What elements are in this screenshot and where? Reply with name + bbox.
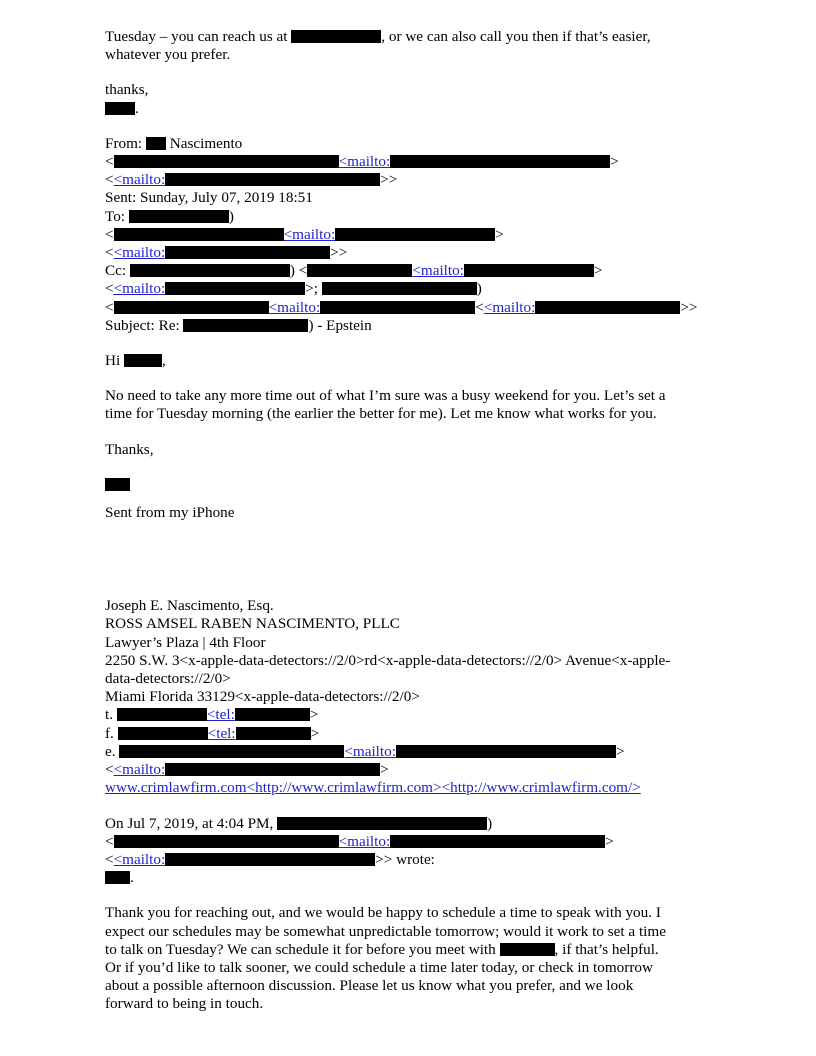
redaction-bar — [390, 155, 610, 168]
gt-symbol: > — [615, 742, 625, 760]
redaction-bar — [390, 835, 605, 848]
email-label: e. — [105, 742, 116, 760]
redaction-bar — [130, 264, 290, 277]
redaction-bar — [146, 137, 166, 150]
gt-symbol: > — [309, 706, 319, 724]
paren-close: ) — [476, 280, 482, 298]
intro-line2: whatever you prefer. — [105, 46, 231, 64]
quoted-body-line5: about a possible afternoon discussion. Please let us know what you prefer, and we look — [105, 977, 634, 995]
header-to-address-line2 — [105, 244, 711, 262]
header-sent-line — [105, 189, 711, 207]
sent-label: Sent: — [105, 189, 137, 207]
tel-label: t. — [105, 706, 114, 724]
mailto-link[interactable]: <mailto: — [268, 298, 321, 316]
redaction-bar — [105, 478, 130, 491]
lt-symbol: < — [105, 280, 114, 298]
redaction-bar — [114, 835, 339, 848]
redaction-bar — [320, 301, 475, 314]
message-body-line1: No need to take any more time out of what I’m sure was a busy weekend for you. Let’s set a — [105, 387, 666, 405]
subject-value-post: ) - Epstein — [308, 316, 372, 334]
quoted-wrote-text: >> wrote: — [375, 850, 435, 868]
signoff-thanks-text: thanks, — [105, 81, 149, 99]
redaction-bar — [165, 763, 380, 776]
mailto-link[interactable]: <mailto: — [113, 280, 166, 298]
lt-symbol: < — [105, 153, 114, 171]
message-signature-redaction — [105, 476, 711, 494]
header-cc-address-line3 — [105, 299, 711, 317]
signature-fax-line — [105, 725, 711, 743]
gt-symbol: > — [605, 832, 614, 850]
signature-email-line2 — [105, 761, 711, 779]
quoted-on-text: On Jul 7, 2019, at 4:04 PM, — [105, 814, 274, 832]
from-name: Nascimento — [169, 134, 243, 152]
lt-symbol: < — [105, 850, 114, 868]
redaction-bar — [291, 30, 381, 43]
spacer — [105, 370, 711, 387]
mailto-link[interactable]: <mailto: — [344, 742, 396, 760]
cc-label: Cc: — [105, 262, 127, 280]
signoff-period: . — [135, 99, 139, 117]
redaction-bar — [335, 228, 495, 241]
signature-firm: ROSS AMSEL RABEN NASCIMENTO, PLLC — [105, 615, 400, 633]
message-thanks-text: Thanks, — [105, 440, 154, 458]
signoff-thanks — [105, 81, 711, 117]
mailto-link[interactable]: <mailto: — [338, 832, 391, 850]
redaction-bar — [464, 264, 594, 277]
greeting-comma: , — [161, 352, 166, 370]
redaction-bar — [235, 708, 310, 721]
mailto-link[interactable]: <mailto: — [483, 298, 536, 316]
redaction-bar — [277, 817, 487, 830]
mailto-link[interactable]: <mailto: — [412, 262, 464, 280]
quoted-body-line1: Thank you for reaching out, and we would be happy to schedule a time to speak with you. I — [105, 904, 661, 922]
mailto-link[interactable]: <mailto: — [113, 171, 166, 189]
spacer — [105, 580, 711, 597]
gt-symbol: > — [495, 225, 504, 243]
quoted-body-line3-post: , if that’s helpful. — [554, 940, 659, 958]
message-body — [105, 387, 711, 423]
spacer — [105, 798, 711, 815]
subject-label: Subject: — [105, 316, 155, 334]
redaction-bar — [118, 727, 208, 740]
message-greeting — [105, 352, 711, 370]
signature-address-street-a: 2250 S.W. 3<x-apple-data-detectors://2/0>rd<x-apple-data-detectors://2/0> Avenue<x-apple- — [105, 651, 671, 669]
header-from-line — [105, 135, 711, 153]
document-body — [105, 28, 711, 1014]
lt-symbol: < — [475, 298, 484, 316]
sent-from-text: Sent from my iPhone — [105, 504, 235, 522]
header-cc-line — [105, 262, 711, 280]
intro-line1-post: , or we can also call you then if that’s easier, — [381, 28, 651, 45]
signature-website-line — [105, 779, 711, 797]
redaction-bar — [236, 727, 311, 740]
paren-close: ) — [487, 814, 493, 832]
redaction-bar — [396, 745, 616, 758]
mailto-link[interactable]: <mailto: — [113, 244, 166, 262]
gt-symbol: > — [610, 153, 619, 171]
message-body-line2: time for Tuesday morning (the earlier the better for me). Let me know what works for you. — [105, 405, 657, 423]
tel-link[interactable]: <tel: — [207, 724, 236, 742]
tel-link[interactable]: <tel: — [206, 706, 235, 724]
lt-symbol: < — [105, 244, 114, 262]
redaction-bar — [307, 264, 412, 277]
gtgt-symbol: >> — [680, 298, 698, 316]
redaction-bar — [114, 301, 269, 314]
redaction-bar — [124, 354, 162, 367]
quoted-address-line1 — [105, 833, 711, 851]
header-to-address-line1 — [105, 226, 711, 244]
website-url-2[interactable]: <http://www.crimlawfirm.com/> — [441, 779, 641, 797]
header-from-address-line2 — [105, 171, 711, 189]
spacer — [105, 887, 711, 904]
spacer — [105, 118, 711, 135]
spacer — [105, 459, 711, 476]
website-url-1[interactable]: <http://www.crimlawfirm.com> — [246, 779, 442, 797]
redaction-bar — [183, 319, 308, 332]
fax-label: f. — [105, 724, 114, 742]
signature-name: Joseph E. Nascimento, Esq. — [105, 597, 274, 615]
spacer — [105, 64, 711, 81]
redaction-bar — [322, 282, 477, 295]
redaction-bar — [165, 246, 330, 259]
quoted-sender-redaction-line — [105, 869, 711, 887]
gt-symbol: > — [380, 761, 389, 779]
quoted-body-line3-pre: to talk on Tuesday? We can schedule it for before you meet with — [105, 940, 500, 958]
spacer — [105, 424, 711, 441]
lt-symbol: < — [105, 171, 114, 189]
quoted-period: . — [130, 869, 134, 887]
gt-symbol: > — [310, 724, 320, 742]
signature-address-floor: Lawyer’s Plaza | 4th Floor — [105, 633, 266, 651]
redaction-bar — [165, 853, 375, 866]
lt-symbol: < — [298, 262, 308, 280]
mailto-link[interactable]: <mailto: — [338, 153, 391, 171]
from-label: From: — [105, 134, 143, 152]
header-to-line — [105, 208, 711, 226]
quoted-body-line6: forward to being in touch. — [105, 995, 264, 1013]
header-from-address-line1 — [105, 153, 711, 171]
lt-symbol: < — [105, 761, 114, 779]
spacer — [105, 335, 711, 352]
redaction-bar — [535, 301, 680, 314]
quoted-address-line2 — [105, 851, 711, 869]
quoted-body — [105, 904, 711, 1013]
sent-from-line — [105, 504, 711, 522]
website-link[interactable]: www.crimlawfirm.com — [105, 779, 247, 797]
to-label: To: — [105, 207, 126, 225]
gtgt-symbol: >> — [380, 171, 398, 189]
quoted-body-line2: expect our schedules may be somewhat unpredictable tomorrow; would it work to set a time — [105, 922, 666, 940]
gtgt-symbol: >> — [330, 244, 348, 262]
message-thanks — [105, 441, 711, 459]
mailto-link[interactable]: <mailto: — [283, 225, 336, 243]
signature-block — [105, 597, 711, 797]
sent-value: Sunday, July 07, 2019 18:51 — [140, 189, 313, 207]
redaction-bar — [129, 210, 229, 223]
intro-paragraph — [105, 28, 711, 64]
email-header-block — [105, 135, 711, 335]
subject-value-pre: Re: — [158, 316, 180, 334]
redaction-bar — [165, 173, 380, 186]
header-subject-line — [105, 317, 711, 335]
mailto-link[interactable]: <mailto: — [113, 761, 166, 779]
redaction-bar — [114, 155, 339, 168]
quoted-on-line — [105, 815, 711, 833]
paren-close: ) — [289, 262, 295, 280]
redaction-bar — [500, 943, 555, 956]
spacer — [105, 522, 711, 580]
header-cc-address-line2 — [105, 280, 711, 298]
lt-symbol: < — [105, 298, 114, 316]
mailto-link[interactable]: <mailto: — [113, 850, 166, 868]
semicolon-symbol: >; — [305, 280, 318, 298]
signature-email-line — [105, 743, 711, 761]
gt-symbol: > — [593, 262, 603, 280]
redaction-bar — [165, 282, 305, 295]
signature-address-street-b: data-detectors://2/0> — [105, 670, 231, 688]
lt-symbol: < — [105, 225, 114, 243]
redaction-bar — [117, 708, 207, 721]
greeting-text: Hi — [105, 352, 121, 370]
signature-telephone-line — [105, 706, 711, 724]
quoted-body-line4: Or if you’d like to talk sooner, we could schedule a time later today, or check in tomorrow — [105, 958, 653, 976]
intro-line1-pre: Tuesday – you can reach us at — [105, 28, 292, 45]
lt-symbol: < — [105, 832, 114, 850]
redaction-bar — [105, 102, 135, 115]
spacer — [105, 494, 711, 504]
signature-address-city: Miami Florida 33129<x-apple-data-detectors://2/0> — [105, 688, 420, 706]
redaction-bar — [119, 745, 344, 758]
quoted-message-header — [105, 815, 711, 888]
redaction-bar — [105, 871, 130, 884]
paren-close: ) — [228, 207, 234, 225]
redaction-bar — [114, 228, 284, 241]
